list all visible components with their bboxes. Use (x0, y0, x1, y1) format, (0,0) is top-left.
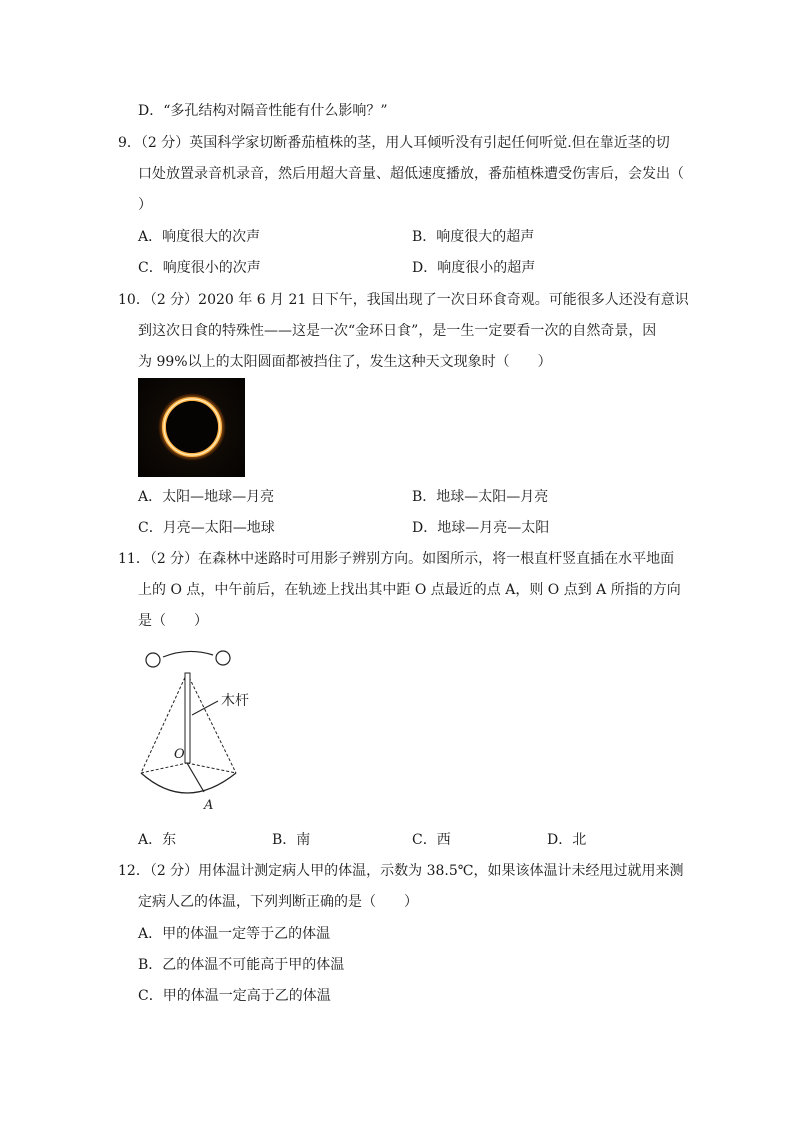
q11-option-b: B．南 (272, 832, 311, 848)
q10-option-c: C．月亮—太阳—地球 (138, 520, 275, 536)
sun-path-arc (163, 651, 213, 657)
q9-option-a: A．响度很大的次声 (138, 229, 261, 245)
q12-stem-line-2: 定病人乙的体温，下列判断正确的是（ ） (138, 894, 418, 910)
wooden-rod (185, 673, 190, 763)
q10-stem-line-1: 10．（2 分）2020 年 6 月 21 日下午，我国出现了一次日环食奇观。可能很多人还没有意识 (118, 292, 689, 308)
q9-stem-line-3: ） (138, 197, 152, 213)
line-o-to-a (187, 763, 204, 792)
q12-option-b: B．乙的体温不可能高于甲的体温 (138, 957, 345, 973)
q10-stem-line-2: 到这次日食的特殊性——这是一次“金环日食”，是一生一定要看一次的自然奇景，因 (138, 323, 657, 339)
eclipse-ring-icon (138, 378, 245, 477)
q10-option-a: A．太阳—地球—月亮 (138, 489, 275, 505)
q11-option-d: D．北 (547, 832, 587, 848)
shadow-direction-diagram (136, 645, 266, 815)
base-right-dashed (187, 763, 236, 773)
q11-option-a: A．东 (138, 832, 177, 848)
sun-position-right (216, 651, 230, 665)
point-o-label: O (174, 747, 185, 762)
rod-label: 木杆 (221, 693, 249, 709)
q9-stem-line-2: 口处放置录音机录音，然后用超大音量、超低速度播放，番茄植株遭受伤害后，会发出（ (138, 166, 684, 182)
q10-option-b: B．地球—太阳—月亮 (412, 489, 549, 505)
cone-right-line (187, 673, 236, 773)
q12-option-c: C．甲的体温一定高于乙的体温 (138, 988, 331, 1004)
q9-option-b: B．响度很大的超声 (412, 229, 535, 245)
q9-stem-line-1: 9．（2 分）英国科学家切断番茄植株的茎，用人耳倾听没有引起任何听觉.但在靠近茎的切 (118, 135, 670, 151)
annular-eclipse-photo (138, 378, 245, 477)
shadow-trajectory-arc (141, 773, 236, 793)
q12-option-a: A．甲的体温一定等于乙的体温 (138, 926, 331, 942)
q11-stem-line-2: 上的 O 点，中午前后，在轨迹上找出其中距 O 点最近的点 A，则 O 点到 A 所指的方向 (138, 582, 681, 598)
q9-option-d: D．响度很小的超声 (412, 260, 536, 276)
base-left-dashed (141, 763, 187, 773)
q10-stem-line-3: 为 99%以上的太阳圆面都被挡住了，发生这种天文现象时（ ） (138, 354, 552, 370)
q11-option-c: C．西 (412, 832, 451, 848)
q10-option-d: D．地球—月亮—太阳 (412, 520, 550, 536)
q12-stem-line-1: 12．（2 分）用体温计测定病人甲的体温，示数为 38.5℃，如果该体温计未经甩过就用来测 (118, 863, 684, 879)
q9-option-c: C．响度很小的次声 (138, 260, 261, 276)
q11-stem-line-3: 是（ ） (138, 613, 208, 629)
q11-stem-line-1: 11．（2 分）在森林中迷路时可用影子辨别方向。如图所示，将一根直杆竖直插在水平地面 (118, 551, 675, 567)
sun-position-left (146, 653, 160, 667)
q8-option-d: D．“多孔结构对隔音性能有什么影响？” (138, 103, 388, 119)
rod-label-pointer (192, 701, 218, 715)
point-a-label: A (204, 798, 214, 813)
